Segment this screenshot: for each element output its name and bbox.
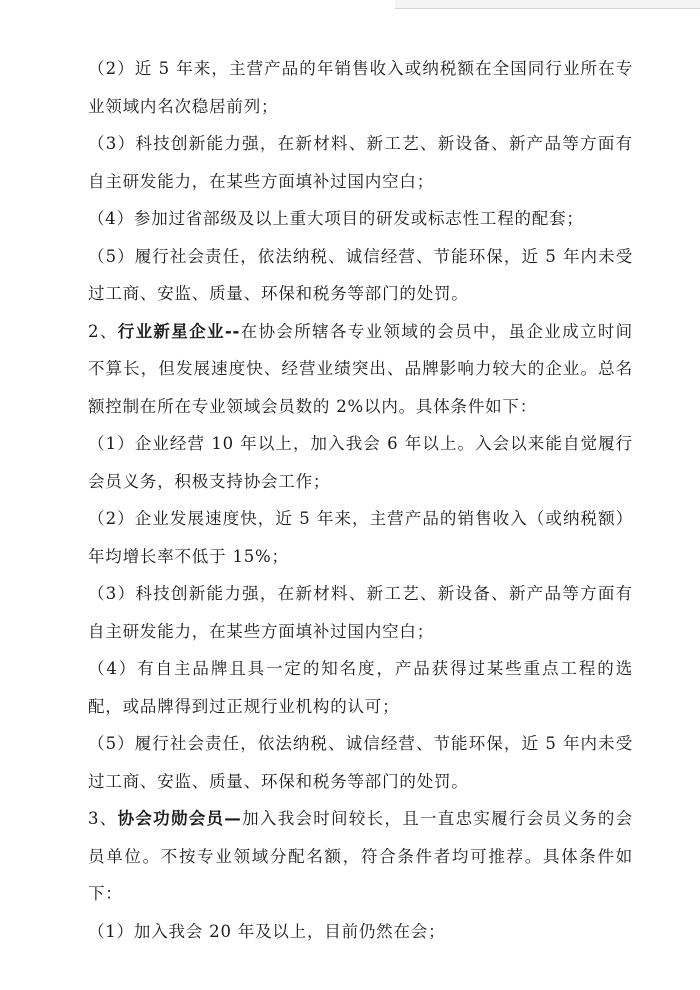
paragraph-text: （3）科技创新能力强，在新材料、新工艺、新设备、新产品等方面有自主研发能力，在某些方面填补过国内空白； [88,584,633,641]
paragraph-star-criterion-3 [88,575,633,650]
section-rising-star-enterprise [88,313,633,426]
paragraph-text: （4）参加过省部级及以上重大项目的研发或标志性工程的配套； [88,209,584,228]
paragraph-star-criterion-2 [88,500,633,575]
top-toolbar-strip [395,0,700,9]
paragraph-star-criterion-5 [88,725,633,800]
paragraph-criterion-4 [88,200,633,238]
paragraph-text: （2）近 5 年来，主营产品的年销售收入或纳税额在全国同行业所在专业领域内名次稳居前列； [88,59,633,116]
paragraph-merit-criterion-1 [88,913,633,951]
paragraph-criterion-2 [88,50,633,125]
paragraph-text: （5）履行社会责任，依法纳税、诚信经营、节能环保，近 5 年内未受过工商、安监、质量、环保和税务等部门的处罚。 [88,734,633,791]
paragraph-text: （1）加入我会 20 年及以上，目前仍然在会； [88,921,446,941]
section-heading: 协会功勋会员— [117,809,242,828]
paragraph-text: （1）企业经营 10 年以上，加入我会 6 年以上。入会以来能自觉履行会员义务，积极支持协会工作； [88,434,633,491]
paragraph-text: （2）企业发展速度快，近 5 年来，主营产品的销售收入（或纳税额）年均增长率不低于 15%； [88,509,633,566]
paragraph-star-criterion-4 [88,650,633,725]
section-number: 2、 [88,321,118,341]
paragraph-text: （5）履行社会责任，依法纳税、诚信经营、节能环保，近 5 年内未受过工商、安监、质量、环保和税务等部门的处罚。 [88,246,633,303]
section-heading: 行业新星企业-- [117,321,241,341]
paragraph-criterion-3 [88,125,633,200]
paragraph-text: 加入我会时间较长，且一直忠实履行会员义务的会员单位。不按专业领域分配名额，符合条件者均可推荐。具体条件如下： [88,809,633,903]
paragraph-star-criterion-1 [88,425,633,500]
section-number: 3、 [88,809,118,828]
paragraph-text: （3）科技创新能力强，在新材料、新工艺、新设备、新产品等方面有自主研发能力，在某些方面填补过国内空白； [88,134,633,191]
paragraph-text: 在协会所辖各专业领域的会员中，虽企业成立时间不算长，但发展速度快、经营业绩突出、品牌影响力较大的企业。总名额控制在所在专业领域会员数的 2%以内。具体条件如下： [88,321,633,416]
section-merit-member [88,800,633,913]
paragraph-criterion-5 [88,238,633,313]
paragraph-text: （4）有自主品牌且具一定的知名度，产品获得过某些重点工程的选配，或品牌得到过正规行业机构的认可； [88,659,633,716]
document-page [88,50,633,950]
